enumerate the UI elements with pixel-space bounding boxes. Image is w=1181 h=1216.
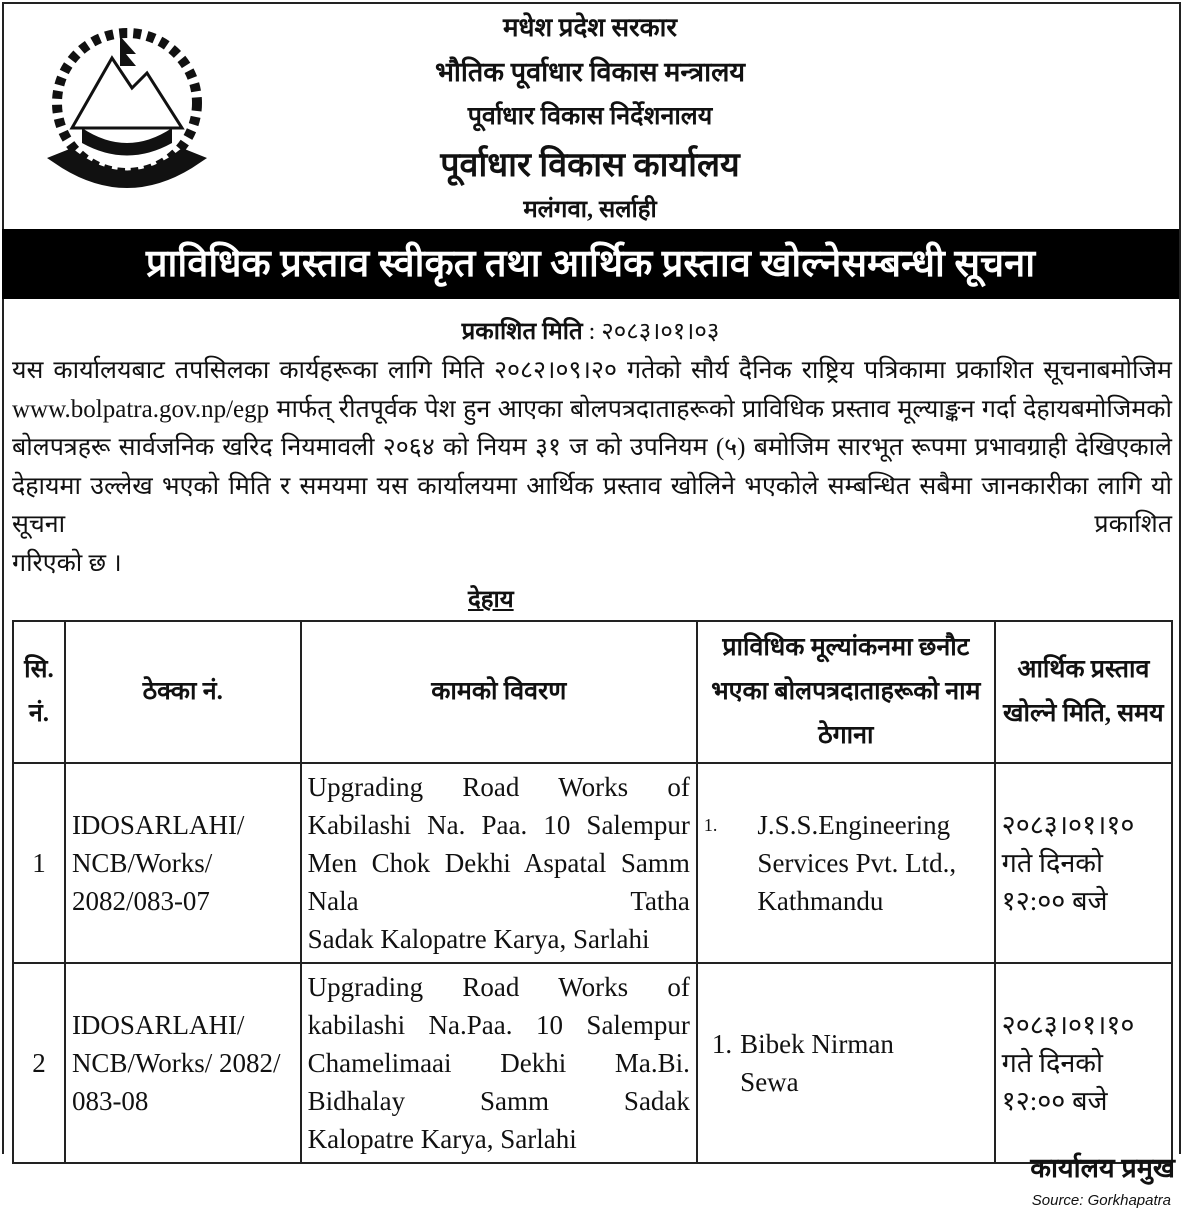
desc-text-end: Sadak Kalopatre Karya, Sarlahi	[307, 924, 650, 954]
desc-text: Upgrading Road Works of kabilashi Na.Paa. 10 Salempur Chamelimaai Dekhi Ma.Bi. Bidhalay Samm Sadak	[307, 972, 690, 1116]
row-description	[301, 963, 697, 1163]
table-row	[13, 963, 1172, 1163]
bidder-name: Bibek Nirman Sewa	[740, 1029, 894, 1097]
bidder-number: 1.	[711, 1029, 733, 1059]
body-text-end: गरिएको छ ।	[12, 549, 122, 577]
notice-title: प्राविधिक प्रस्ताव स्वीकृत तथा आर्थिक प्रस्ताव खोल्नेसम्बन्धी सूचना	[2, 229, 1179, 299]
open-date: २०८३।०१।१०	[1001, 810, 1135, 840]
row-bidder	[697, 763, 995, 963]
desc-text-end: Kalopatre Karya, Sarlahi	[307, 1124, 577, 1154]
header-directorate: पूर्वाधार विकास निर्देशनालय	[467, 103, 713, 130]
header-location: मलंगवा, सर्लाही	[523, 197, 657, 223]
row-contract: IDOSARLAHI/ NCB/Works/ 2082/ 083-08	[65, 963, 301, 1163]
source-credit: Source: Gorkhapatra	[1031, 1192, 1171, 1209]
bidder-name: J.S.S.Engineering Services Pvt. Ltd., Kathmandu	[757, 810, 957, 916]
body-text: यस कार्यालयबाट तपसिलका कार्यहरूका लागि मिति २०८२।०९।२० गतेको सौर्य दैनिक राष्ट्रिय पत्रिकामा प्रकाशित सूचनाबमोजिम www.bolpatra.gov.np/egp मार्फत् रीतपूर्वक पेश हुन आएका बोलपत्रदाताहरूको प्राविधिक प्रस्ताव मूल्याङ्कन गर्दा देहायबमोजिमको बोलपत्रहरू सार्वजनिक खरिद नियमावली २०६४ को नियम ३१ ज को उपनियम (५) बमोजिम सारभूत रूपमा प्रभावग्राही देखिएकाले देहायमा उल्लेख भएको मिति र समयमा यस कार्यालयमा आर्थिक प्रस्ताव खोलिने भएकोले सम्बन्धित सबैमा जानकारीका लागि यो सूचना प्रकाशित	[12, 357, 1172, 538]
published-label: प्रकाशित मिति	[461, 319, 583, 345]
open-day: गते दिनको	[1001, 1048, 1104, 1078]
row-opening-date	[995, 763, 1172, 963]
row-contract: IDOSARLAHI/ NCB/Works/ 2082/083-07	[65, 763, 301, 963]
desc-text: Upgrading Road Works of Kabilashi Na. Paa. 10 Salempur Men Chok Dekhi Aspatal Samm Nala Tatha	[307, 772, 690, 916]
col-description: कामको विवरण	[301, 621, 697, 763]
nepal-government-emblem	[32, 18, 222, 193]
col-contract: ठेक्का नं.	[65, 621, 301, 763]
col-opening-date: आर्थिक प्रस्ताव खोल्ने मिति, समय	[995, 621, 1172, 763]
header-office: पूर्वाधार विकास कार्यालय	[440, 147, 740, 184]
row-bidder	[697, 963, 995, 1163]
row-sn: 1	[13, 763, 65, 963]
tender-table	[12, 620, 1173, 1164]
row-sn: 2	[13, 963, 65, 1163]
col-sn: सि. नं.	[13, 621, 65, 763]
col-bidders: प्राविधिक मूल्यांकनमा छनौट भएका बोलपत्रदाताहरूको नाम ठेगाना	[697, 621, 995, 763]
published-value: : २०८३।०१।०३	[588, 319, 720, 345]
open-day: गते दिनको	[1001, 848, 1104, 878]
row-description	[301, 763, 697, 963]
row-opening-date	[995, 963, 1172, 1163]
open-time: १२:०० बजे	[1001, 886, 1108, 916]
table-header-row	[13, 621, 1172, 763]
signature-office-chief: कार्यालय प्रमुख	[1030, 1153, 1175, 1183]
open-time: १२:०० बजे	[1001, 1086, 1108, 1116]
published-date	[0, 314, 1181, 347]
bidder-number: 1.	[703, 815, 718, 835]
open-date: २०८३।०१।१०	[1001, 1010, 1135, 1040]
schedule-heading: देहाय	[468, 587, 514, 613]
header-ministry: भौतिक पूर्वाधार विकास मन्त्रालय	[434, 57, 746, 87]
notice-body	[12, 352, 1172, 583]
table-row	[13, 763, 1172, 963]
header-government: मधेश प्रदेश सरकार	[502, 13, 678, 42]
